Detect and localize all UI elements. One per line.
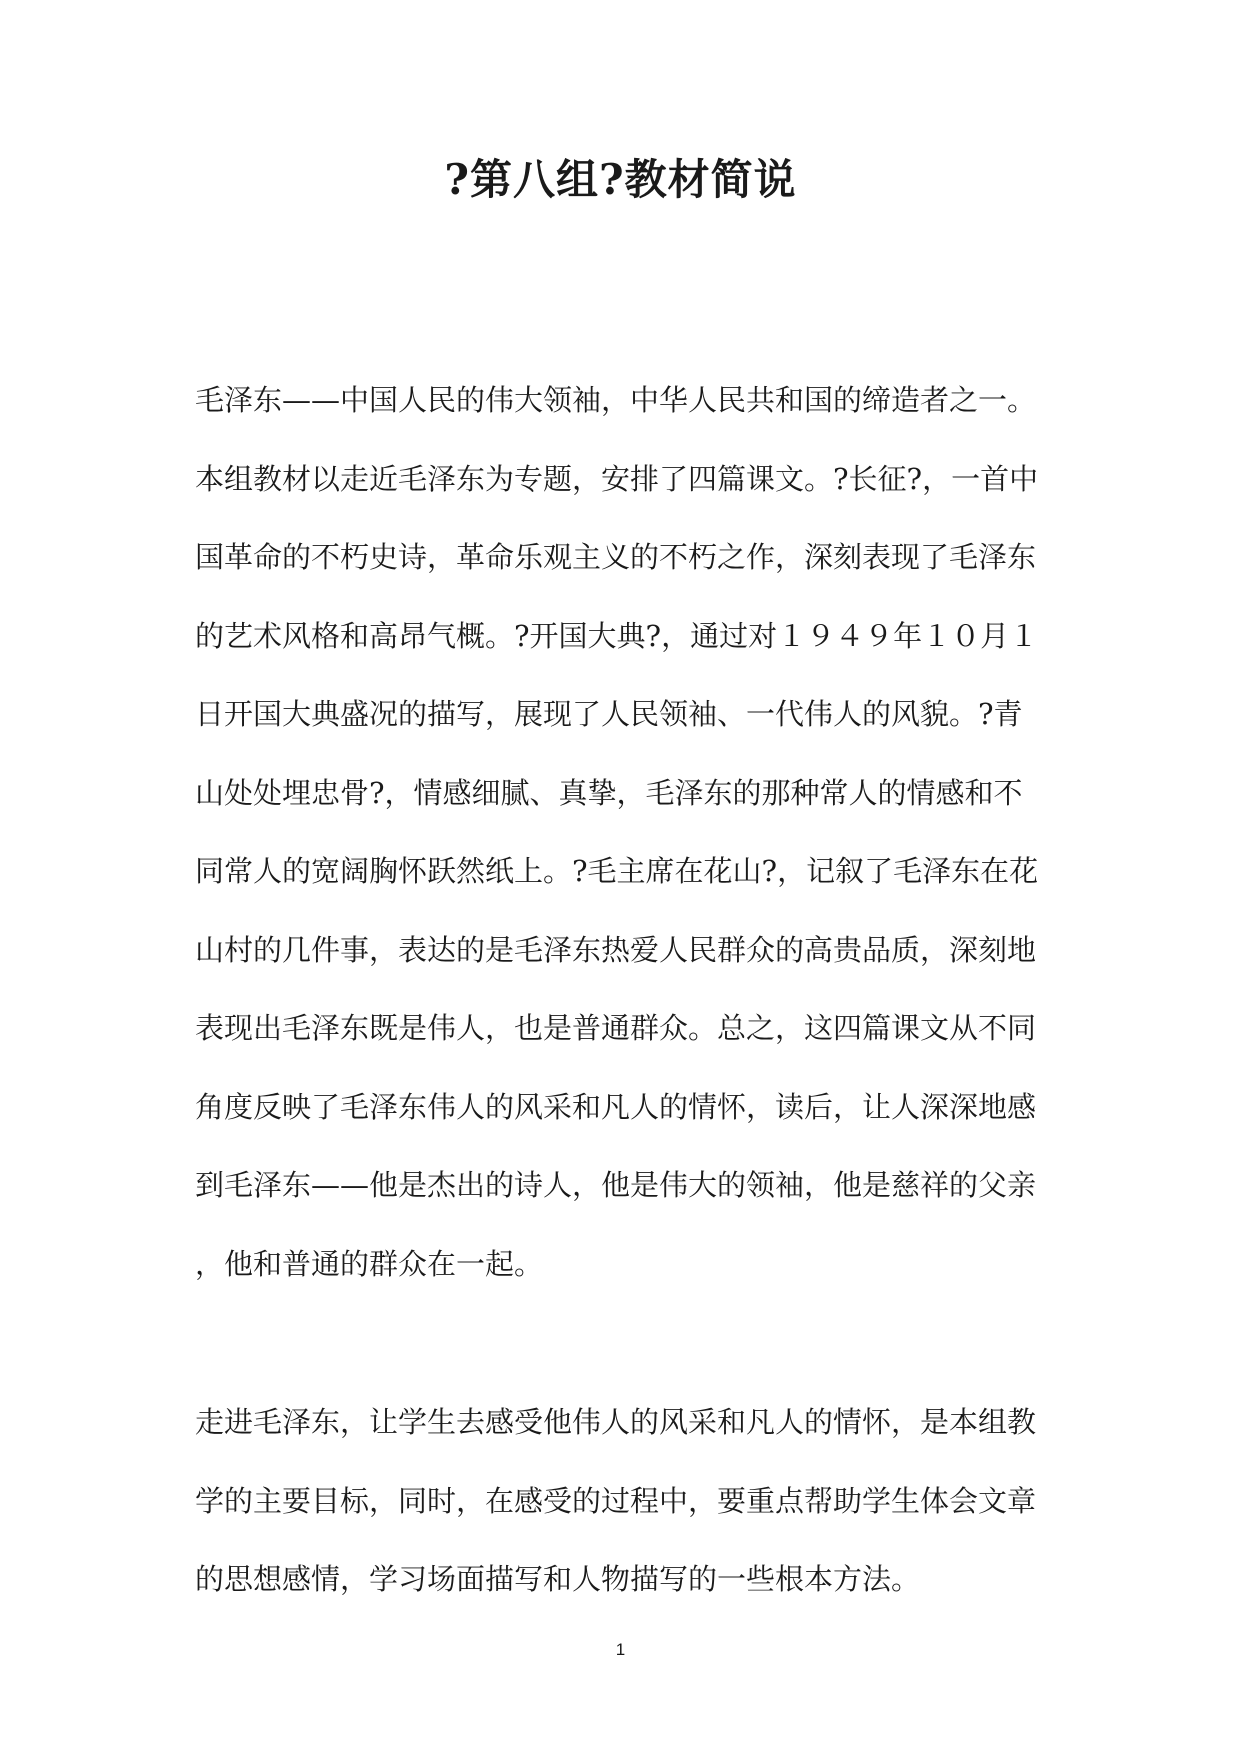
body-paragraph-2 (195, 1383, 1050, 1619)
paragraph-line: 国革命的不朽史诗，革命乐观主义的不朽之作，深刻表现了毛泽东 (195, 540, 1037, 574)
paragraph-line: 日开国大典盛况的描写，展现了人民领袖、一代伟人的风貌。?青 (195, 697, 1023, 731)
paragraph-line: 的艺术风格和高昂气概。?开国大典?，通过对１９４９年１０月１ (195, 618, 1039, 653)
paragraph-line: 走进毛泽东，让学生去感受他伟人的风采和凡人的情怀，是本组教 (195, 1405, 1037, 1439)
paragraph-line: 毛泽东——中国人民的伟大领袖，中华人民共和国的缔造者之一。 (195, 383, 1037, 417)
paragraph-line: 本组教材以走近毛泽东为专题，安排了四篇课文。?长征?，一首中 (195, 461, 1039, 496)
paragraph-line: 的思想感情，学习场面描写和人物描写的一些根本方法。 (195, 1562, 921, 1596)
paragraph-line: ，他和普通的群众在一起。 (195, 1246, 544, 1281)
paragraph-line: 同常人的宽阔胸怀跃然纸上。?毛主席在花山?，记叙了毛泽东在花 (195, 854, 1039, 888)
document-title: ?第八组?教材简说 (444, 155, 797, 204)
page-number: 1 (615, 1640, 626, 1659)
paragraph-line: 学的主要目标，同时，在感受的过程中，要重点帮助学生体会文章 (195, 1483, 1037, 1518)
paragraph-line: 表现出毛泽东既是伟人，也是普通群众。总之，这四篇课文从不同 (195, 1011, 1037, 1045)
paragraph-line: 角度反映了毛泽东伟人的风采和凡人的情怀，读后，让人深深地感 (195, 1089, 1037, 1124)
body-paragraph-1 (195, 361, 1050, 1303)
paragraph-line: 山处处埋忠骨?，情感细腻、真挚，毛泽东的那种常人的情感和不 (195, 775, 1023, 810)
paragraph-line: 山村的几件事，表达的是毛泽东热爱人民群众的高贵品质，深刻地 (195, 932, 1037, 967)
paragraph-line: 到毛泽东——他是杰出的诗人，他是伟大的领袖，他是慈祥的父亲 (195, 1168, 1037, 1202)
